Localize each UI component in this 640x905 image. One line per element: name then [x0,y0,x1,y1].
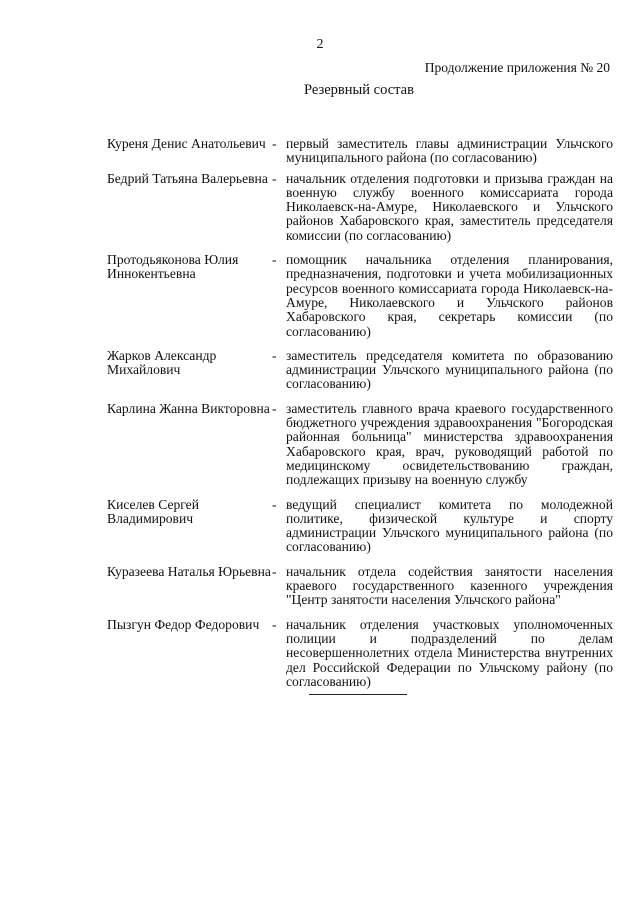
member-dash: - [272,170,277,186]
member-name: Бедрий Татьяна Валерьевна [107,170,268,186]
member-name: Карлина Жанна Викторовна [107,400,270,416]
member-role: начальник отдела содействия занятости населения краевого государственного казенного учреждения "Центр занятости населения Ульчского района" [286,563,613,608]
member-dash: - [272,496,277,512]
member-name: Куразеева Наталья Юрьевна [107,563,271,579]
end-divider [309,694,407,695]
member-role: заместитель председателя комитета по образованию администрации Ульчского муниципального района (по согласованию) [286,347,613,392]
section-title: Резервный состав [304,82,414,98]
member-name: Куреня Денис Анатольевич [107,136,266,151]
member-role: первый заместитель главы администрации Ульчского муниципального района (по согласованию) [286,136,613,166]
member-row [107,137,613,166]
member-name: Протодьяконова Юлия Иннокентьевна [107,252,239,282]
member-role: заместитель главного врача краевого государственного бюджетного учреждения здравоохранения "Богородская районная больница" министерства здравоохранения Хабаровского края, врач, руководящий работой по медицинскому освидетельствованию граждан, подлежащих призыву на военную службу [286,400,613,488]
member-role: начальник отделения участковых уполномоченных полиции и подразделений по делам несовершеннолетних отдела Министерства внутренних дел Российской Федерации по Ульчскому району (по согласованию) [286,616,613,689]
member-row [107,565,613,608]
member-dash: - [272,400,277,416]
member-row [107,618,613,689]
member-row [107,349,613,392]
member-role: начальник отделения подготовки и призыва граждан на военную службу военного комиссариата города Николаевск-на-Амуре, Николаевского и Ульчского районов Хабаровского края, заместитель председателя комиссии (по согласованию) [286,170,613,243]
member-name: Пызгун Федор Федорович [107,616,260,632]
page-number: 2 [316,37,324,52]
member-role: помощник начальника отделения планирования, предназначения, подготовки и учета мобилизационных ресурсов военного комиссариата города Николаевск-на-Амуре, Николаевского и Ульчского районов Хабаровского края, секретарь комиссии (по согласованию) [286,252,613,339]
member-name: Жарков Александр Михайлович [107,347,217,378]
appendix-note: Продолжение приложения № 20 [424,60,610,75]
member-row [107,253,613,339]
member-name: Киселев Сергей Владимирович [107,496,199,526]
member-row [107,402,613,488]
member-dash: - [272,616,277,632]
member-dash: - [272,252,277,268]
member-role: ведущий специалист комитета по молодежной политике, физической культуре и спорту администрации Ульчского муниципального района (по согласованию) [286,496,613,555]
member-row [107,172,613,243]
member-dash: - [272,136,277,151]
member-row [107,498,613,555]
members-list [107,137,613,689]
member-dash: - [272,563,277,579]
member-dash: - [272,347,277,363]
